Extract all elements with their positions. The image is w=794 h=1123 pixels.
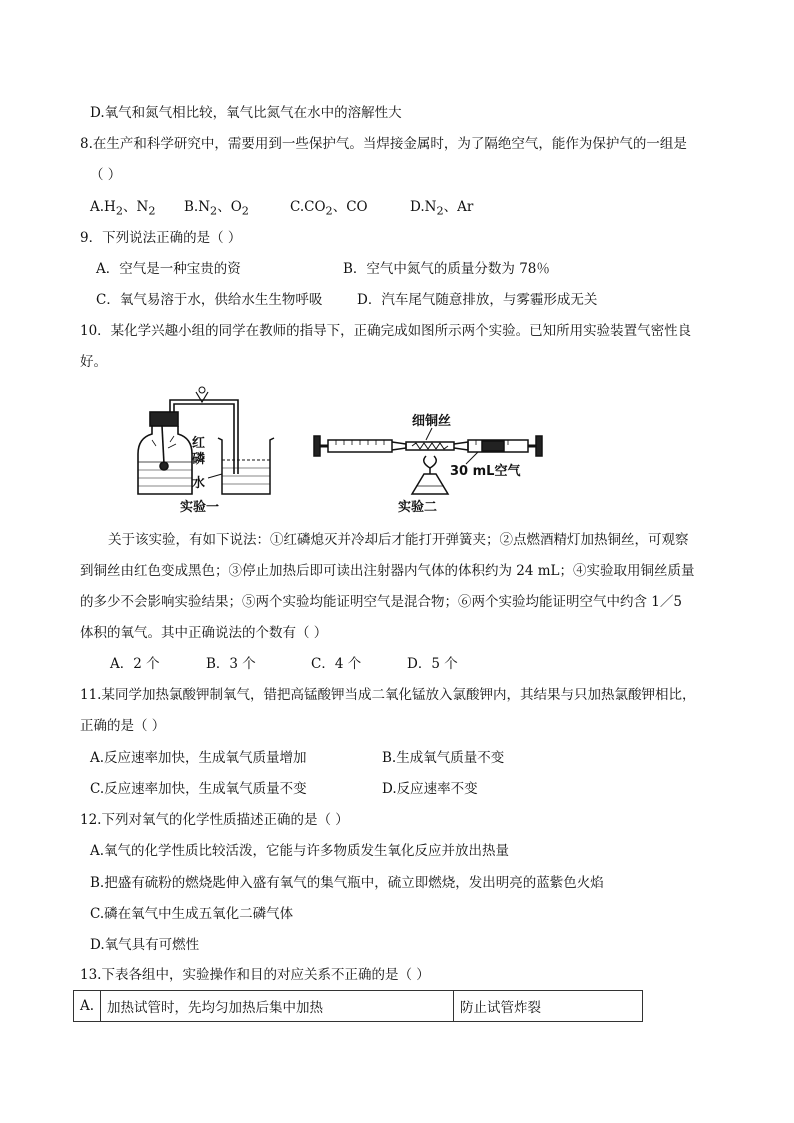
q12-option-c: C.磷在氧气中生成五氧化二磷气体 xyxy=(90,906,294,922)
q9-option-c: C．氧气易溶于水，供给水生生物呼吸 xyxy=(96,292,323,308)
alcohol-lamp xyxy=(412,456,448,494)
q9-option-a: A．空气是一种宝贵的资 xyxy=(96,261,241,277)
caption-experiment-1: 实验一 xyxy=(180,500,220,515)
beaker xyxy=(218,438,274,494)
q13-table xyxy=(73,990,643,1022)
q11-stem-line1: 11.某同学加热氯酸钾制氧气，错把高锰酸钾当成二氧化锰放入氯酸钾内，其结果与只加热氯酸钾相比， xyxy=(80,687,696,703)
q8-option-b: $B.N_2$、$O_2$ xyxy=(184,199,249,218)
q10-option-b: B．3 个 xyxy=(206,656,256,672)
label-phosphorus: 磷 xyxy=(192,452,206,467)
q12-option-b: B.把盛有硫粉的燃烧匙伸入盛有氧气的集气瓶中，硫立即燃烧，发出明亮的蓝紫色火焰 xyxy=(90,875,604,891)
experiment-figure xyxy=(130,382,570,517)
label-water: 水 xyxy=(192,476,206,491)
q8-option-a: $A.H_2$、$N_2$ xyxy=(90,199,156,218)
q11-option-b: B.生成氧气质量不变 xyxy=(382,750,505,766)
q8-option-d: $D.N_2$、Ar xyxy=(410,199,474,218)
flask-apparatus xyxy=(138,387,238,494)
row-label: A. xyxy=(74,991,101,1022)
q10-stem-line2: 好。 xyxy=(80,354,107,370)
q10-para-line4: 体积的氧气。其中正确说法的个数有（ ） xyxy=(80,625,328,641)
q11-option-c: C.反应速率加快，生成氧气质量不变 xyxy=(90,781,307,797)
q10-option-c: C．4 个 xyxy=(311,656,362,672)
label-30ml-air: 30 mL空气 xyxy=(450,464,521,479)
row-operation: 加热试管时，先均匀加热后集中加热 xyxy=(101,991,454,1022)
q11-stem-line2: 正确的是（ ） xyxy=(80,718,166,734)
q11-option-a: A.反应速率加快，生成氧气质量增加 xyxy=(90,750,307,766)
q8-option-c: $C.CO_2$、CO xyxy=(290,199,368,218)
q10-para-line2: 到铜丝由红色变成黑色；③停止加热后即可读出注射器内气体的体积约为 24 mL；④实验取用铜丝质量 xyxy=(80,563,695,579)
q9-option-d: D．汽车尾气随意排放，与雾霾形成无关 xyxy=(357,292,598,308)
label-red: 红 xyxy=(192,436,206,451)
q12-option-a: A.氧气的化学性质比较活泼，它能与许多物质发生氧化反应并放出热量 xyxy=(90,843,510,859)
q7-option-d: D.氧气和氮气相比较，氧气比氮气在水中的溶解性大 xyxy=(90,105,402,121)
q13-stem: 13.下表各组中，实验操作和目的对应关系不正确的是（ ） xyxy=(80,967,430,983)
q10-option-a: A．2 个 xyxy=(110,656,160,672)
table-row xyxy=(74,991,643,1022)
q10-option-d: D．5 个 xyxy=(407,656,458,672)
q10-para-line3: 的多少不会影响实验结果；⑤两个实验均能证明空气是混合物；⑥两个实验均能证明空气中约含 1／5 xyxy=(80,594,682,610)
row-purpose: 防止试管炸裂 xyxy=(454,991,643,1022)
q11-option-d: D.反应速率不变 xyxy=(382,781,478,797)
q12-stem: 12.下列对氧气的化学性质描述正确的是（ ） xyxy=(80,812,349,828)
q8-blank: （ ） xyxy=(90,167,122,183)
q9-stem: 9．下列说法正确的是（ ） xyxy=(80,230,242,246)
caption-experiment-2: 实验二 xyxy=(398,500,438,515)
q10-stem-line1: 10．某化学兴趣小组的同学在教师的指导下，正确完成如图所示两个实验。已知所用实验装置气密性良 xyxy=(80,323,692,339)
q12-option-d: D.氧气具有可燃性 xyxy=(90,937,200,953)
q9-option-b: B．空气中氮气的质量分数为 78％ xyxy=(343,261,550,277)
label-copper-wire: 细铜丝 xyxy=(412,414,452,429)
q8-stem: 8.在生产和科学研究中，需要用到一些保护气。当焊接金属时，为了隔绝空气，能作为保护气的一组是 xyxy=(80,136,687,152)
syringe-apparatus xyxy=(314,436,542,456)
q10-para-line1: 关于该实验，有如下说法：①红磷熄灭并冷却后才能打开弹簧夹；②点燃酒精灯加热铜丝，可观察 xyxy=(108,532,689,548)
